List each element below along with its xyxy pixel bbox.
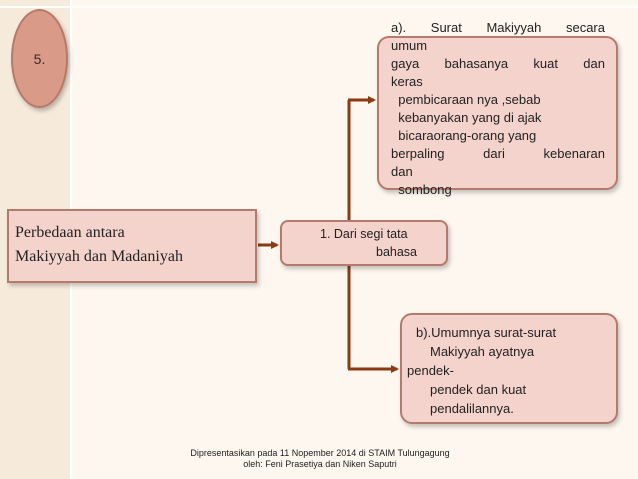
point-a-line: sombong: [391, 182, 452, 197]
point-a-line: umum: [391, 38, 428, 53]
point-a-line: berpaling dari kebenaran: [391, 146, 605, 161]
category-line1: 1. Dari segi tata: [320, 227, 408, 241]
category-line2: bahasa: [376, 245, 418, 259]
category-box: [280, 220, 448, 266]
slide-number: 5.: [33, 50, 46, 67]
point-b-line: pendek-: [407, 363, 454, 378]
main-topic-box: [7, 209, 257, 283]
main-topic-line2: Makiyyah dan Madaniyah: [15, 248, 183, 265]
point-b-line: pendek dan kuat: [430, 382, 527, 397]
point-a-line: bicaraorang-orang yang: [391, 128, 537, 143]
point-a-line: gaya bahasanya kuat dan: [391, 56, 605, 71]
point-a-line: dan: [391, 164, 413, 179]
footer-line1: Dipresentasikan pada 11 Nopember 2014 di STAIM Tulungagung: [190, 448, 450, 458]
point-a-line: a). Surat Makiyyah secara: [391, 20, 605, 35]
point-b-line: b).Umumnya surat-surat: [416, 325, 557, 340]
point-b-line: pendalilannya.: [430, 401, 514, 416]
point-b-line: Makiyyah ayatnya: [430, 344, 535, 359]
point-a-line: kebanyakan yang di ajak: [391, 110, 542, 125]
point-a-line: keras: [391, 74, 423, 89]
footer: [150, 448, 490, 470]
point-a-line: pembicaraan nya ,sebab: [391, 92, 541, 107]
main-topic-line1: Perbedaan antara: [15, 224, 125, 241]
footer-line2: oleh: Feni Prasetiya dan Niken Saputri: [243, 459, 397, 469]
